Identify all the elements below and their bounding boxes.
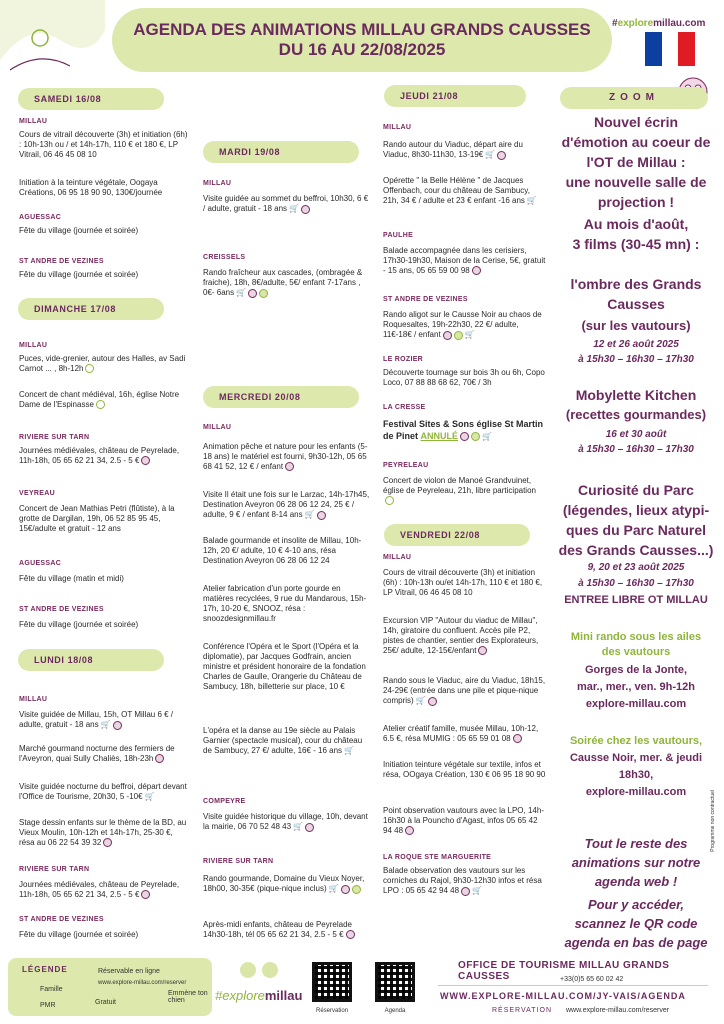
free-icon bbox=[385, 496, 394, 505]
zoom-text: Nouvel écrin bbox=[593, 114, 679, 130]
mini-rando-link[interactable]: explore-millau.com bbox=[585, 698, 687, 710]
location-label: PEYRELEAU bbox=[383, 462, 429, 469]
legend-url: www.explore-millau.com/reserver bbox=[98, 980, 187, 986]
event-item: Initiation teinture végétale sur textile, infos et résa, OOgaya Création, 130 € 06 95 18 90 90 bbox=[383, 760, 546, 779]
family-icon bbox=[405, 826, 414, 835]
qr-label: Agenda bbox=[384, 1008, 406, 1014]
legend-family: Famille bbox=[40, 986, 63, 993]
event-item: Journées médiévales, château de Peyrelade, 11h-18h, 05 65 62 21 34, 2.5 - 5 € bbox=[19, 446, 180, 465]
film-2-subtitle: (recettes gourmandes) bbox=[565, 407, 707, 422]
page-title bbox=[112, 20, 612, 60]
event-item: Balade observation des vautours sur les corniches du Rajol, 9h30-12h30 infos et résa LPO : 05 65 42 94 48 🛒 bbox=[383, 866, 542, 896]
family-icon bbox=[346, 930, 355, 939]
event-item: Après-midi enfants, château de Peyrelade 14h30-18h, tél 05 65 62 21 34, 2.5 - 5 € bbox=[203, 920, 371, 940]
film-3-times: à 15h30 – 16h30 – 17h30 bbox=[578, 578, 694, 589]
legend-reservable: Réservable en ligne bbox=[98, 968, 160, 975]
mini-rando-title: des vautours bbox=[601, 646, 671, 658]
cart-icon: 🛒 bbox=[472, 886, 483, 895]
soiree-detail: Causse Noir, mer. & jeudi bbox=[569, 752, 703, 764]
dog-icon bbox=[471, 432, 480, 441]
location-label: ST ANDRE DE VEZINES bbox=[19, 606, 104, 613]
divider bbox=[438, 985, 708, 986]
web-note: agenda web ! bbox=[594, 874, 678, 889]
header-illustration bbox=[0, 0, 105, 80]
film-2-dates: 16 et 30 août bbox=[605, 429, 667, 440]
facebook-icon[interactable] bbox=[240, 962, 256, 978]
zoom-text: l'OT de Millau : bbox=[586, 154, 686, 170]
film-2-times: à 15h30 – 16h30 – 17h30 bbox=[578, 444, 694, 455]
day-header-mercredi: MERCREDI 20/08 bbox=[203, 386, 359, 408]
film-1-subtitle: (sur les vautours) bbox=[581, 318, 691, 333]
event-item: Cours de vitrail découverte (3h) et initiation (6h) : 10h-13h ou/et 14h-17h, 110 € et 180 €, LP Vitrail, 06 46 45 08 10 bbox=[383, 568, 543, 597]
family-icon bbox=[141, 456, 150, 465]
event-item: Atelier créatif famille, musée Millau, 10h-12, 6.5 €, résa MUMIG : 05 65 59 01 08 bbox=[383, 724, 539, 743]
legend-free: Gratuit bbox=[95, 999, 117, 1006]
event-item: Opérette " la Belle Hélène " de Jacques Offenbach, cour du château de Sambucy, 21h, 34 € / adulte et 23 € enfant -16 ans 🛒 bbox=[383, 176, 537, 206]
dog-icon bbox=[259, 289, 268, 298]
film-1-title: Causses bbox=[607, 296, 665, 312]
cancelled-badge: ANNULÉ bbox=[420, 431, 459, 441]
reservation-label: RÉSERVATION bbox=[492, 1007, 553, 1014]
free-entry-label: ENTREE LIBRE OT MILLAU bbox=[564, 594, 708, 606]
hashtag-logo: #exploremillau bbox=[215, 988, 303, 1003]
family-icon bbox=[443, 331, 452, 340]
location-label: CREISSELS bbox=[203, 254, 246, 261]
zoom-text: 3 films (30-45 mn) : bbox=[572, 236, 700, 252]
location-label: PAULHE bbox=[383, 232, 414, 239]
family-icon bbox=[478, 646, 487, 655]
event-item: Animation pêche et nature pour les enfants (5-18 ans) le matériel est fourni, 9h30-12h, 05 65 68 41 52, 12 € / enfant bbox=[203, 442, 368, 471]
event-item: Balade gourmande et insolite de Millau, 10h-12h, 20 €/ adulte, 10 € 4-10 ans, résa Destination Aveyron 06 28 06 12 24 bbox=[203, 536, 362, 565]
zoom-header: ZOOM bbox=[560, 87, 708, 109]
location-label: MILLAU bbox=[19, 696, 48, 703]
zoom-text: projection ! bbox=[597, 194, 675, 210]
dog-icon bbox=[352, 885, 361, 894]
family-icon bbox=[497, 151, 506, 160]
event-item: Rando fraîcheur aux cascades, (ombragée & fraiche), 18h, 8€/adulte, 5€/ enfant 7-17ans , 0€- 6ans 🛒 bbox=[203, 268, 363, 298]
event-item: Fête du village (journée et soirée) bbox=[19, 226, 139, 235]
web-note: animations sur notre bbox=[571, 855, 701, 870]
legend-title: LÉGENDE bbox=[22, 965, 68, 974]
free-icon bbox=[85, 364, 94, 373]
location-label: RIVIERE SUR TARN bbox=[203, 858, 274, 865]
title-line-1: AGENDA DES ANIMATIONS MILLAU GRANDS CAUSSES bbox=[133, 20, 591, 39]
day-header-vendredi: VENDREDI 22/08 bbox=[384, 524, 530, 546]
reservation-link[interactable]: www.explore-millau.com/reserver bbox=[566, 1007, 670, 1014]
family-icon bbox=[113, 721, 122, 730]
web-note: agenda en bas de page bbox=[564, 935, 708, 950]
location-label: MILLAU bbox=[383, 124, 412, 131]
event-item: Journées médiévales, château de Peyrelade, 11h-18h, 05 65 62 21 34, 2.5 - 5 € bbox=[19, 880, 180, 899]
location-label: AGUESSAC bbox=[19, 560, 62, 567]
event-item: Rando sous le Viaduc, aire du Viaduc, 18h15, 24-29€ (entrée dans une pile et pique-nique compris) 🛒 bbox=[383, 676, 546, 706]
day-header-mardi: MARDI 19/08 bbox=[203, 141, 359, 163]
location-label: MILLAU bbox=[203, 424, 232, 431]
event-item: Rando aligot sur le Causse Noir au chaos de Roquesaltes, 19h-22h30, 22 €/ adulte, 11€-18€ / enfant 🛒 bbox=[383, 310, 542, 340]
location-label: ST ANDRE DE VEZINES bbox=[19, 258, 104, 265]
mini-rando-title: Mini rando sous les ailes bbox=[570, 631, 702, 643]
cart-icon: 🛒 bbox=[289, 204, 300, 213]
web-note: Pour y accéder, bbox=[587, 897, 685, 912]
family-icon bbox=[141, 890, 150, 899]
soiree-title: Soirée chez les vautours, bbox=[569, 735, 703, 747]
family-icon bbox=[341, 885, 350, 894]
qr-label: Réservation bbox=[315, 1008, 348, 1014]
event-item: Balade accompagnée dans les cerisiers, 17h30-19h30, Maison de la Cerise, 5€, gratuit - 15 ans, 05 65 59 00 98 bbox=[383, 246, 546, 275]
mini-rando-detail: mar., mer., ven. 9h-12h bbox=[576, 681, 695, 693]
family-icon bbox=[305, 823, 314, 832]
film-1-title: l'ombre des Grands bbox=[570, 276, 702, 292]
event-item: Marché gourmand nocturne des fermiers de l'Aveyron, quai Sully Chaliès, 18h-23h bbox=[19, 744, 175, 763]
soiree-detail: 18h30, bbox=[618, 769, 654, 781]
brand-logo: #exploremillau.com bbox=[612, 18, 706, 29]
cart-icon: 🛒 bbox=[328, 884, 339, 893]
location-label: ST ANDRE DE VEZINES bbox=[19, 916, 104, 923]
zoom-text: d'émotion au coeur de bbox=[561, 134, 711, 150]
instagram-icon[interactable] bbox=[262, 962, 278, 978]
family-icon bbox=[301, 205, 310, 214]
cart-icon: 🛒 bbox=[464, 330, 475, 339]
event-item: Concert de Jean Mathias Petri (flûtiste), à la grotte de Dargilan, 19h, 06 52 85 95 45, 15€/adulte et gratuit - 12 ans bbox=[19, 504, 175, 533]
office-phone: +33(0)5 65 60 02 42 bbox=[560, 976, 624, 983]
event-item: Festival Sites & Sons église St Martin de Pinet ANNULÉ 🛒 bbox=[383, 419, 544, 441]
zoom-text: une nouvelle salle de bbox=[565, 174, 707, 190]
web-note: scannez le QR code bbox=[574, 916, 698, 931]
event-item: Rando autour du Viaduc, départ aire du Viaduc, 8h30-11h30, 13-19€ 🛒 bbox=[383, 140, 523, 160]
day-header-samedi: SAMEDI 16/08 bbox=[18, 88, 164, 110]
mini-rando-detail: Gorges de la Jonte, bbox=[584, 664, 688, 676]
film-3-subtitle: des Grands Causses...) bbox=[558, 542, 714, 558]
agenda-link[interactable]: WWW.EXPLORE-MILLAU.COM/JY-VAIS/AGENDA bbox=[440, 991, 686, 1001]
event-item: Stage dessin enfants sur le thème de la BD, au Vieux Moulin, 10h-12h et 14h-17h, 25-30 €, résa au 06 22 54 39 32 bbox=[19, 818, 187, 847]
agenda-qr-code[interactable] bbox=[375, 962, 415, 1002]
event-item: Initiation à la teinture végétale, Oogaya Créations, 06 95 18 90 90, 130€/journée bbox=[19, 178, 163, 197]
family-icon bbox=[317, 511, 326, 520]
event-item: Point observation vautours avec la LPO, 14h-16h30 à la Pouncho d'Agast, infos 05 65 42 94 48 bbox=[383, 806, 544, 835]
family-icon bbox=[285, 462, 294, 471]
event-item: Concert de violon de Manoé Grandvuinet, église de Peyreleau, 21h, libre participation bbox=[383, 476, 546, 506]
dog-icon bbox=[454, 331, 463, 340]
event-item: L'opéra et la danse au 19e siècle au Palais Garnier (spectacle musical), cour du château de Sambucy, 27 €/ adulte, 16€ - 16 ans 🛒 bbox=[203, 726, 363, 756]
family-icon bbox=[513, 734, 522, 743]
cart-icon: 🛒 bbox=[415, 696, 426, 705]
day-header-lundi: LUNDI 18/08 bbox=[18, 649, 164, 671]
event-item: Visite guidée de Millau, 15h, OT Millau 6 € / adulte, gratuit - 18 ans 🛒 bbox=[19, 710, 174, 730]
title-line-2: DU 16 AU 22/08/2025 bbox=[278, 40, 446, 59]
event-item: Cours de vitrail découverte (3h) et initiation (6h) : 10h-13h ou / et 14h-17h, 110 € et 180 €, LP Vitrail, 06 46 45 08 10 bbox=[19, 130, 188, 159]
film-3-title: Curiosité du Parc bbox=[578, 482, 694, 498]
event-item: Visite guidée au sommet du beffroi, 10h30, 6 € / adulte, gratuit - 18 ans 🛒 bbox=[203, 194, 369, 214]
free-icon bbox=[96, 400, 105, 409]
family-icon bbox=[155, 754, 164, 763]
film-3-subtitle: (légendes, lieux atypi- bbox=[562, 502, 710, 518]
location-label: COMPEYRE bbox=[203, 798, 246, 805]
family-icon bbox=[460, 432, 469, 441]
event-item: Fête du village (journée et soirée) bbox=[19, 270, 139, 279]
location-label: LA CRESSE bbox=[383, 404, 426, 411]
family-icon bbox=[103, 838, 112, 847]
cart-icon: 🛒 bbox=[304, 510, 315, 519]
family-icon bbox=[472, 266, 481, 275]
cart-icon: 🛒 bbox=[344, 746, 355, 755]
french-flag-icon bbox=[645, 32, 695, 66]
location-label: RIVIERE SUR TARN bbox=[19, 434, 90, 441]
day-header-jeudi: JEUDI 21/08 bbox=[384, 85, 526, 107]
day-header-dimanche: DIMANCHE 17/08 bbox=[18, 298, 164, 320]
web-note: Tout le reste des bbox=[584, 836, 688, 851]
location-label: LA ROQUE STE MARGUERITE bbox=[383, 854, 492, 861]
event-item: Conférence l'Opéra et le Sport (l'Opéra et la diplomatie), par Jacques Godfrain, ancien ministre et président honoraire de la fondation Charles de Gaulle, Orangerie du Château de Sambucy, 18h, billetterie sur place, 10 € bbox=[203, 642, 366, 691]
office-name: OFFICE DE TOURISME MILLAU GRANDS CAUSSES bbox=[458, 960, 670, 982]
disclaimer: Programme non contractuel bbox=[710, 790, 716, 852]
event-item: Concert de chant médiéval, 16h, église Notre Dame de l'Espinasse bbox=[19, 390, 180, 409]
event-item: Fête du village (matin et midi) bbox=[19, 574, 124, 583]
family-icon bbox=[248, 289, 257, 298]
cart-icon: 🛒 bbox=[144, 792, 155, 801]
location-label: MILLAU bbox=[19, 342, 48, 349]
cart-icon: 🛒 bbox=[100, 720, 111, 729]
film-1-times: à 15h30 – 16h30 – 17h30 bbox=[578, 354, 694, 365]
event-item: Puces, vide-grenier, autour des Halles, av Sadi Carnot ... , 8h-12h bbox=[19, 354, 186, 373]
event-item: Fête du village (journée et soirée) bbox=[19, 620, 139, 629]
cart-icon: 🛒 bbox=[236, 288, 247, 297]
location-label: AGUESSAC bbox=[19, 214, 62, 221]
family-icon bbox=[428, 697, 437, 706]
soiree-link[interactable]: explore-millau.com bbox=[585, 786, 687, 798]
event-item: Découverte tournage sur bois 3h ou 6h, Copo Loco, 07 88 88 68 62, 70€ / 3h bbox=[383, 368, 545, 387]
cart-icon: 🛒 bbox=[526, 196, 537, 205]
location-label: ST ANDRE DE VEZINES bbox=[383, 296, 468, 303]
family-icon bbox=[461, 887, 470, 896]
event-item: Rando gourmande, Domaine du Vieux Noyer, 18h00, 30-35€ (pique-nique inclus) 🛒 bbox=[203, 874, 365, 894]
location-label: LE ROZIER bbox=[383, 356, 424, 363]
event-item: Visite guidée historique du village, 10h, devant la mairie, 06 70 52 48 43 🛒 bbox=[203, 812, 368, 832]
location-label: MILLAU bbox=[383, 554, 412, 561]
location-label: MILLAU bbox=[19, 118, 48, 125]
cart-icon: 🛒 bbox=[482, 431, 492, 441]
legend-pmr: PMR bbox=[40, 1002, 56, 1009]
event-item: Excursion VIP "Autour du viaduc de Millau", 14h, giratoire du confluent. Accès pile P2, pistes de chantier, sentier des Explorateurs, 25€/ adulte, 12-15€/enfant bbox=[383, 616, 539, 655]
location-label: VEYREAU bbox=[19, 490, 55, 497]
film-1-dates: 12 et 26 août 2025 bbox=[593, 339, 679, 350]
event-item: Visite Il était une fois sur le Larzac, 14h-17h45, Destination Aveyron 06 28 06 12 24, 25 € / adulte, 9 € / enfant 8-14 ans 🛒 bbox=[203, 490, 370, 520]
location-label: RIVIERE SUR TARN bbox=[19, 866, 90, 873]
cart-icon: 🛒 bbox=[293, 822, 304, 831]
cart-icon: 🛒 bbox=[485, 150, 496, 159]
zoom-text: Au mois d'août, bbox=[583, 216, 689, 232]
film-3-subtitle: ques du Parc Naturel bbox=[565, 522, 707, 538]
location-label: MILLAU bbox=[203, 180, 232, 187]
event-item: Visite guidée nocturne du beffroi, départ devant l'Office de Tourisme, 20h30, 5 -10€ 🛒 bbox=[19, 782, 187, 802]
event-item: Fête du village (journée et soirée) bbox=[19, 930, 139, 939]
event-item: Atelier fabrication d'un porte gourde en matières recyclées, 9 rue du Mandarous, 15h-17h, 10-20 €, SNOOZ, résa : snoozdesignmillau.fr bbox=[203, 584, 367, 623]
film-3-dates: 9, 20 et 23 août 2025 bbox=[587, 562, 685, 573]
reservation-qr-code[interactable] bbox=[312, 962, 352, 1002]
film-2-title: Mobylette Kitchen bbox=[575, 387, 697, 403]
legend-dog: Emmène ton chien bbox=[168, 990, 208, 1004]
